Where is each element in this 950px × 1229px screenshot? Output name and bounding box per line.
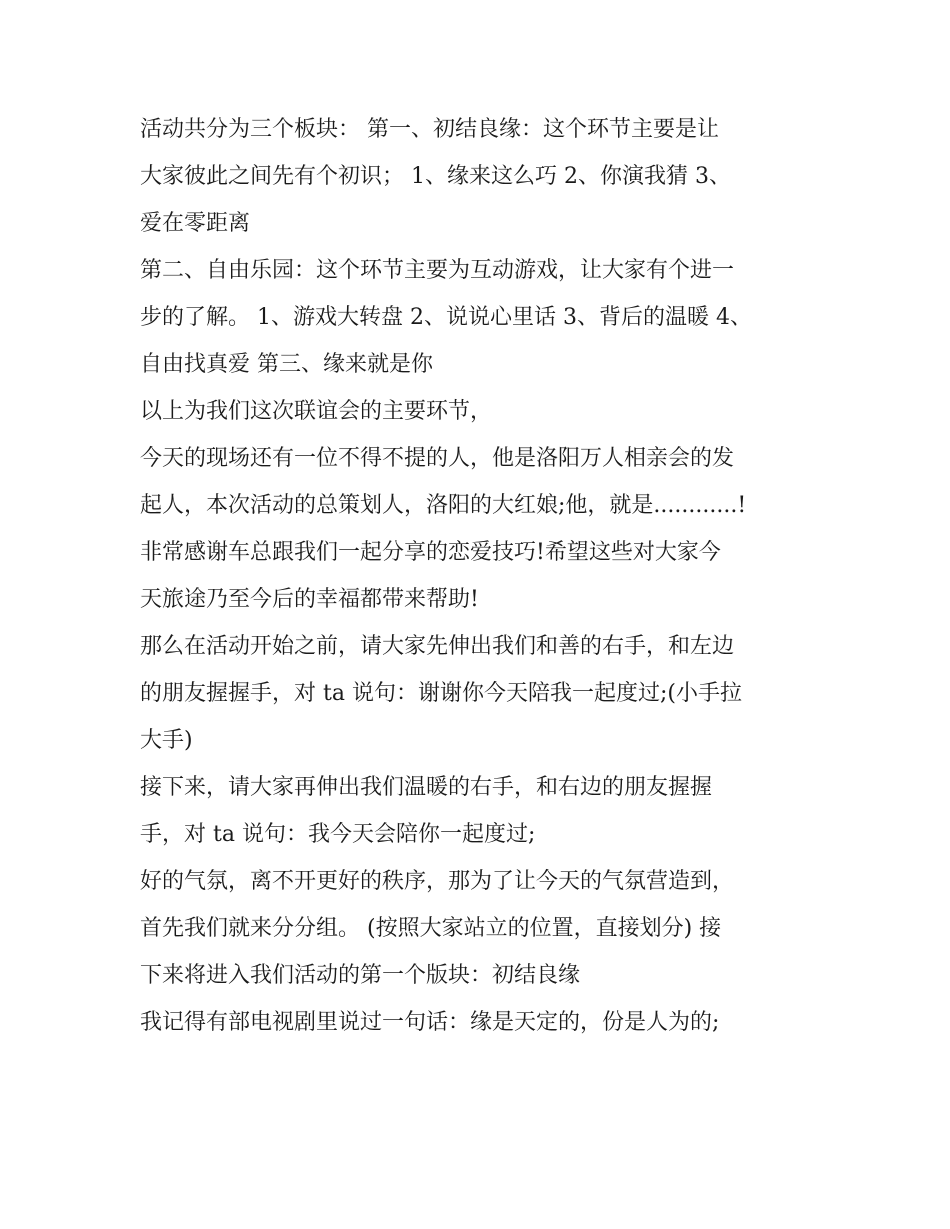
text-line: 大家彼此之间先有个初识； 1、缘来这么巧 2、你演我猜 3、 [140, 164, 731, 189]
text-line: 大手) [140, 728, 193, 753]
text-line: 第二、自由乐园：这个环节主要为互动游戏，让大家有个进一 [140, 258, 735, 283]
text-line: 下来将进入我们活动的第一个版块：初结良缘 [140, 963, 581, 988]
text-line: 那么在活动开始之前，请大家先伸出我们和善的右手，和左边 [140, 634, 735, 659]
text-line: 的朋友握握手，对 ta 说句：谢谢你今天陪我一起度过;(小手拉 [140, 681, 742, 706]
text-line: 非常感谢车总跟我们一起分享的恋爱技巧!希望这些对大家今 [140, 540, 721, 565]
text-line: 起人，本次活动的总策划人，洛阳的大红娘;他，就是............! [140, 493, 747, 518]
text-line: 步的了解。 1、游戏大转盘 2、说说心里话 3、背后的温暖 4、 [140, 305, 752, 330]
document-body [140, 106, 820, 1046]
text-line: 好的气氛，离不开更好的秩序，那为了让今天的气氛营造到， [140, 869, 735, 894]
text-line: 我记得有部电视剧里说过一句话：缘是天定的，份是人为的; [140, 1010, 720, 1035]
text-line: 接下来，请大家再伸出我们温暖的右手，和右边的朋友握握 [140, 775, 713, 800]
text-line: 首先我们就来分分组。 (按照大家站立的位置，直接划分) 接 [140, 916, 722, 941]
text-line: 活动共分为三个板块： 第一、初结良缘：这个环节主要是让 [140, 117, 719, 142]
text-line: 天旅途乃至今后的幸福都带来帮助! [140, 587, 479, 612]
text-line: 自由找真爱 第三、缘来就是你 [140, 352, 433, 377]
text-line: 手，对 ta 说句：我今天会陪你一起度过; [140, 822, 536, 847]
text-line: 爱在零距离 [140, 211, 251, 236]
text-line: 以上为我们这次联谊会的主要环节， [140, 399, 493, 424]
text-line: 今天的现场还有一位不得不提的人，他是洛阳万人相亲会的发 [140, 446, 735, 471]
